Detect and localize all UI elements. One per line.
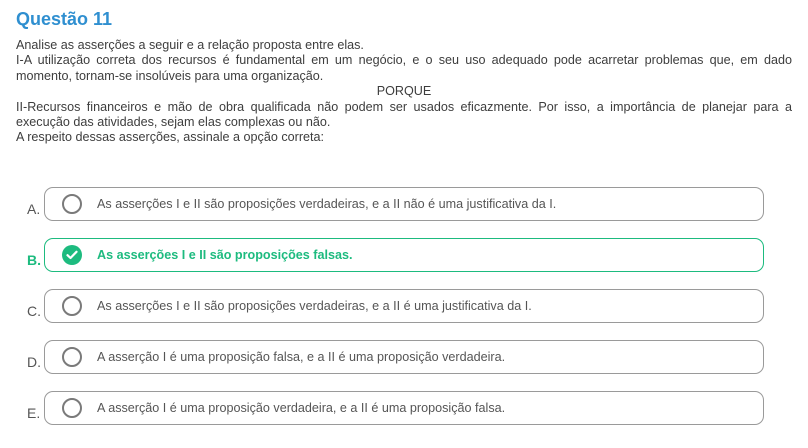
radio-unchecked-icon[interactable] [62, 347, 82, 367]
option-label: As asserções I e II são proposições falsas. [97, 248, 353, 262]
option-letter: E. [27, 405, 41, 421]
statement-assertion-2: II-Recursos financeiros e mão de obra qualificada não podem ser usados eficazmente. Por isso, a importância de planejar para a execução das atividades, sejam elas complexas ou não. [16, 99, 792, 130]
question-statement [16, 38, 792, 146]
option-a[interactable] [22, 187, 792, 223]
statement-instruction: A respeito dessas asserções, assinale a opção correta: [16, 130, 325, 145]
check-circle-icon[interactable] [62, 245, 82, 265]
statement-porque: PORQUE [376, 84, 432, 99]
option-label: A asserção I é uma proposição falsa, e a II é uma proposição verdadeira. [97, 350, 506, 364]
option-e[interactable] [22, 391, 792, 427]
statement-assertion-1: I-A utilização correta dos recursos é fundamental em um negócio, e o seu uso adequado pode acarretar problemas que, em dado momento, tornam-se insolúveis para uma organização. [16, 53, 792, 83]
option-b[interactable] [22, 238, 792, 274]
option-box[interactable] [44, 289, 764, 323]
option-letter: D. [27, 354, 41, 370]
option-label: As asserções I e II são proposições verdadeiras, e a II é uma justificativa da I. [97, 299, 532, 313]
option-c[interactable] [22, 289, 792, 325]
option-d[interactable] [22, 340, 792, 376]
option-letter: A. [27, 201, 41, 217]
radio-unchecked-icon[interactable] [62, 194, 82, 214]
option-box[interactable] [44, 391, 764, 425]
radio-unchecked-icon[interactable] [62, 398, 82, 418]
option-label: As asserções I e II são proposições verdadeiras, e a II não é uma justificativa da I. [97, 197, 557, 211]
option-letter: C. [27, 303, 41, 319]
option-label: A asserção I é uma proposição verdadeira, e a II é uma proposição falsa. [97, 401, 506, 415]
question-title: Questão 11 [16, 9, 113, 29]
option-box[interactable] [44, 238, 764, 272]
option-box[interactable] [44, 187, 764, 221]
radio-unchecked-icon[interactable] [62, 296, 82, 316]
option-box[interactable] [44, 340, 764, 374]
option-letter: B. [27, 252, 41, 268]
statement-intro: Analise as asserções a seguir e a relação proposta entre elas. [16, 38, 364, 52]
